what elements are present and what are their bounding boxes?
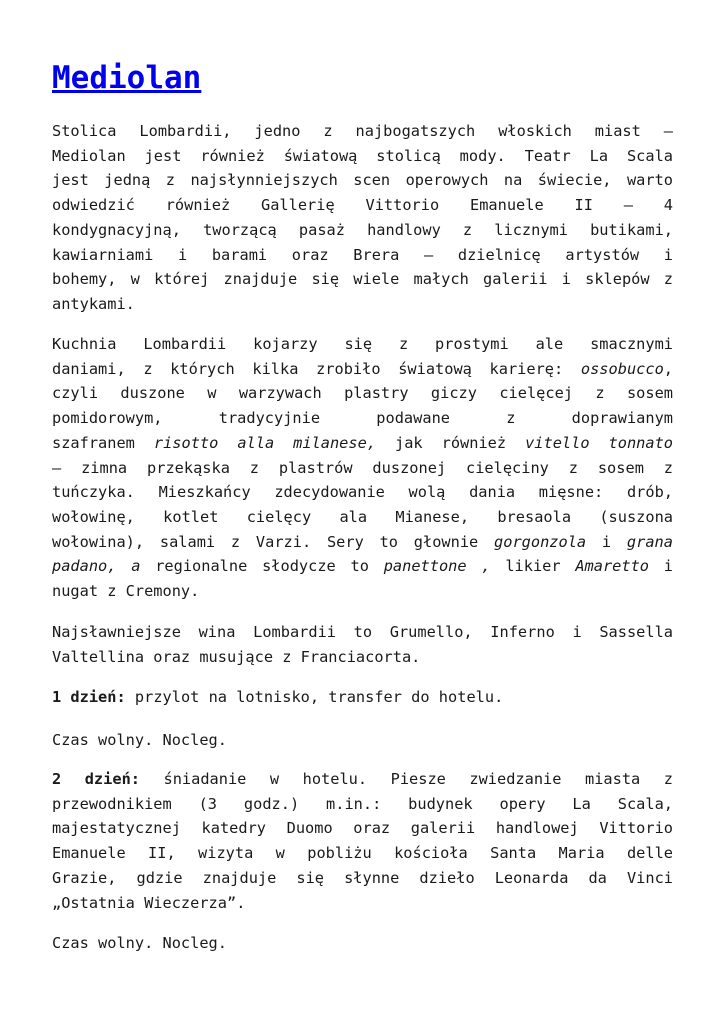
text-line: tuńczyka. Mieszkańcy zdecydowanie wolą dania mięsne: drób,: [52, 483, 673, 502]
text-segment: szafranem: [52, 433, 154, 452]
text-segment: i: [586, 532, 627, 551]
day2-paragraph: [52, 767, 673, 915]
text-line: [52, 767, 673, 792]
text-line: Valtellina oraz musujące z Franciacorta.: [52, 647, 421, 666]
text-line: [52, 685, 673, 710]
title-link[interactable]: Mediolan: [52, 60, 202, 96]
text-line: Najsławniejsze wina Lombardii to Grumello, Inferno i Sassella: [52, 623, 673, 641]
text-line: bohemy, w której znajduje się wiele małych galerii i sklepów z: [52, 270, 673, 289]
text-line: antykami.: [52, 294, 135, 313]
text-line: Grazie, gdzie znajduje się słynne dzieło Leonarda da Vinci: [52, 868, 673, 887]
dish-name: vitello tonnato: [525, 433, 673, 452]
text-line: [52, 357, 673, 382]
text-line: kondygnacyjną, tworzącą pasaż handlowy z licznymi butikami,: [52, 220, 673, 239]
text-line: nugat z Cremony.: [52, 582, 200, 601]
cheese-name: gorgonzola: [494, 532, 587, 551]
day-label: 2 dzień:: [52, 770, 140, 788]
sweet-name: panettone ,: [383, 557, 491, 576]
text-line: [52, 431, 673, 456]
text-line: jest jedną z najsłynniejszych scen operowych na świecie, warto: [52, 171, 673, 190]
text-line: czyli duszone w warzywach plastry giczy cielęcej z sosem: [52, 384, 673, 403]
wine-paragraph: [52, 620, 673, 669]
free-time-paragraph: [52, 931, 673, 956]
dish-name: risotto alla milanese,: [153, 433, 377, 452]
text-line: [52, 554, 673, 579]
cheese-name: padano, a: [52, 557, 141, 576]
text-line: odwiedzić również Gallerię Vittorio Emanuele II – 4: [52, 196, 673, 215]
text-line: Mediolan jest również światową stolicą mody. Teatr La Scala: [52, 146, 673, 165]
text-line: Kuchnia Lombardii kojarzy się z prostymi ale smacznymi: [52, 335, 673, 353]
text-line: Czas wolny. Nocleg.: [52, 731, 227, 749]
text-line: kawiarniami i barami oraz Brera – dzielnicę artystów i: [52, 245, 673, 264]
text-line: przewodnikiem (3 godz.) m.in.: budynek opery La Scala,: [52, 794, 673, 813]
text-line: „Ostatnia Wieczerza”.: [52, 893, 246, 912]
text-segment: śniadanie w hotelu. Piesze zwiedzanie miasta z: [139, 770, 673, 788]
text-segment: jak również: [376, 433, 526, 452]
text-segment: regionalne słodycze to: [140, 557, 384, 576]
text-line: [52, 530, 673, 555]
day1-paragraph: [52, 685, 673, 710]
text-line: – zimna przekąska z plastrów duszonej cielęciny z sosem z: [52, 458, 673, 477]
text-segment: likier: [490, 557, 576, 576]
cheese-name: grana: [626, 532, 673, 551]
text-segment: wołowina), salami z Varzi. Sery to głownie: [52, 532, 495, 551]
text-line: majestatycznej katedry Duomo oraz galerii handlowej Vittorio: [52, 819, 673, 838]
text-line: Czas wolny. Nocleg.: [52, 934, 227, 952]
text-line: Stolica Lombardii, jedno z najbogatszych włoskich miast –: [52, 122, 673, 140]
page-title: [52, 58, 201, 98]
dish-name: ossobucco: [580, 359, 664, 378]
text-line: wołowinę, kotlet cielęcy ala Mianese, bresaola (suszona: [52, 507, 673, 526]
text-segment: ,: [663, 359, 673, 378]
text-segment: przylot na lotnisko, transfer do hotelu.: [125, 688, 504, 706]
liqueur-name: Amaretto: [575, 557, 650, 576]
cuisine-paragraph: [52, 332, 673, 604]
text-line: pomidorowym, tradycyjnie podawane z doprawianym: [52, 409, 673, 428]
free-time-paragraph: [52, 728, 673, 753]
text-segment: i: [649, 557, 674, 576]
text-segment: daniami, z których kilka zrobiło światową karierę:: [52, 359, 581, 378]
text-line: Emanuele II, wizyta w pobliżu kościoła Santa Maria delle: [52, 844, 673, 863]
intro-paragraph: [52, 119, 673, 317]
day-label: 1 dzień:: [52, 688, 126, 706]
